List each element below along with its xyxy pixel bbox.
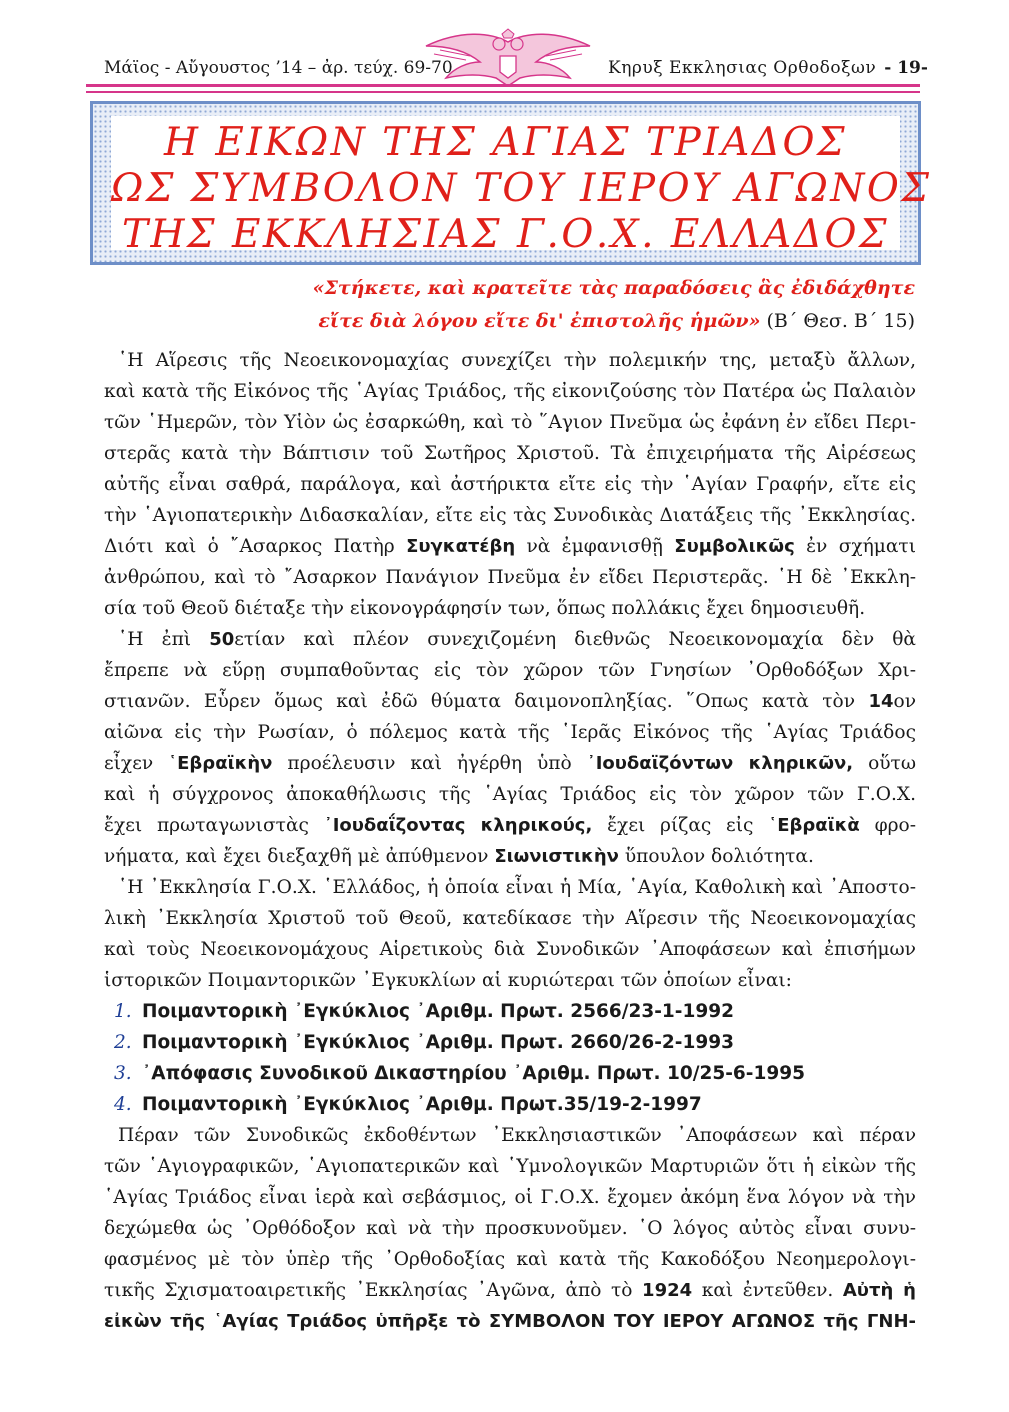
text-line: Πέραν τῶν Συνοδικῶς ἐκδοθέντων ᾿Εκκλησιαστικῶν ᾿Αποφάσεων καὶ πέραν bbox=[118, 1125, 916, 1146]
text-line: ῾Η ᾿Εκκλησία Γ.Ο.Χ. ῾Ελλάδος, ἡ ὁποία εἶναι ἡ Μία, ῾Αγία, Καθολικὴ καὶ ᾿Αποστο- bbox=[118, 877, 916, 898]
bold-run: ῾Εβραϊκὰ bbox=[768, 815, 860, 836]
text-line: ἀνθρώπου, καὶ τὸ ῎Ασαρκον Πανάγιον Πνεῦμα ἐν εἴδει Περιστερᾶς. ῾Η δὲ ᾿Εκκλη- bbox=[104, 567, 916, 588]
epigraph-line-1 bbox=[313, 277, 915, 299]
text-line: αὐτῆς εἶναι σαθρά, παράλογα, καὶ ἀστήρικτα εἴτε εἰς τὴν ῾Αγίαν Γραφήν, εἴτε εἰς bbox=[104, 474, 916, 495]
text-run: Διότι καὶ ὁ ῎Ασαρκος Πατὴρ bbox=[104, 536, 407, 557]
list-number: 1. bbox=[114, 1001, 132, 1022]
list-text: Ποιμαντορικὴ ᾿Εγκύκλιος ᾿Αριθμ. Πρωτ. 2566/23-1-1992 bbox=[142, 1001, 734, 1022]
header-rule bbox=[86, 84, 920, 87]
header-rule-thin bbox=[86, 91, 920, 93]
text-line: τῶν ῾Αγιογραφικῶν, ῾Αγιοπατερικῶν καὶ ῾Υμνολογικῶν Μαρτυριῶν ὅτι ἡ εἰκὼν τῆς bbox=[104, 1156, 916, 1177]
bold-run: Σιωνιστικὴν bbox=[494, 846, 619, 867]
text-run: ἐν σχήματι bbox=[794, 536, 917, 557]
text-line: σία τοῦ Θεοῦ διέταξε τὴν εἰκονογράφησίν των, ὅπως πολλάκις ἔχει δημοσιευθῆ. bbox=[104, 598, 866, 619]
text-line: καὶ κατὰ τῆς Εἰκόνος τῆς ῾Αγίας Τριάδος, τῆς εἰκονιζούσης τὸν Πατέρα ὡς Παλαιὸν bbox=[104, 381, 916, 402]
bold-run: ᾿Ιουδαϊζόντων κληρικῶν, bbox=[586, 753, 854, 774]
text-line: ῾Η Αἵρεσις τῆς Νεοεικονομαχίας συνεχίζει τὴν πολεμικήν της, μεταξὺ ἄλλων, bbox=[118, 350, 916, 371]
bold-run: Συγκατέβη bbox=[406, 536, 516, 557]
text-line bbox=[104, 810, 916, 841]
text-run: ἔχει ρίζας εἰς bbox=[592, 815, 769, 836]
text-line: φασμένος μὲ τὸν ὑπὲρ τῆς ᾿Ορθοδοξίας καὶ κατὰ τῆς Κακοδόξου Νεοημερολογι- bbox=[104, 1249, 916, 1270]
text-line: λικὴ ᾿Εκκλησία Χριστοῦ τοῦ Θεοῦ, κατεδίκασε τὴν Αἵρεσιν τῆς Νεοεικονομαχίας bbox=[104, 908, 916, 929]
bold-run: 14 bbox=[868, 691, 894, 712]
bold-run: ῾Εβραϊκὴν bbox=[168, 753, 273, 774]
list-text: ᾿Απόφασις Συνοδικοῦ Δικαστηρίου ᾿Αριθμ. Πρωτ. 10/25-6-1995 bbox=[142, 1063, 805, 1084]
header-issue: Μάϊος - Αὔγουστος ’14 – ἀρ. τεύχ. 69-70 bbox=[104, 58, 453, 78]
text-line: τῶν ῾Ημερῶν, τὸν Υἱὸν ὡς ἐσαρκώθη, καὶ τὸ ῞Αγιον Πνεῦμα ὡς ἐφάνη ἐν εἴδει Περι- bbox=[104, 412, 916, 433]
text-run: οὕτω bbox=[853, 753, 917, 774]
text-line: καὶ ἡ σύγχρονος ἀποκαθήλωσις τῆς ῾Αγίας Τριάδος εἰς τὸν χῶρον τῶν Γ.Ο.Χ. bbox=[104, 784, 916, 805]
list-item bbox=[114, 1089, 916, 1120]
epigraph-line-2 bbox=[318, 310, 915, 332]
journal-name: Κηρυξ Εκκλησιας Ορθοδοξων bbox=[608, 58, 877, 78]
text-run: καὶ ἐντεῦθεν. bbox=[692, 1280, 843, 1301]
title-frame bbox=[90, 101, 932, 265]
header-journal bbox=[608, 58, 928, 78]
list-number: 2. bbox=[114, 1032, 132, 1053]
text-line: ῾Αγίας Τριάδος εἶναι ἱερὰ καὶ σεβάσμιος, οἱ Γ.Ο.Χ. ἔχομεν ἀκόμη ἕνα λόγον νὰ τὴν bbox=[104, 1187, 916, 1208]
text-line: δεχώμεθα ὡς ᾿Ορθόδοξον καὶ νὰ τὴν προσκυνοῦμεν. ῾Ο λόγος αὐτὸς εἶναι συνυ- bbox=[104, 1218, 916, 1239]
page-number: - 19- bbox=[884, 58, 928, 78]
epigraph-quote-2: εἴτε διὰ λόγου εἴτε δι' ἐπιστολῆς ἡμῶν» bbox=[318, 310, 761, 332]
text-line: καὶ τοὺς Νεοεικονομάχους Αἱρετικοὺς διὰ Συνοδικῶν ᾿Αποφάσεων καὶ ἐπισήμων bbox=[104, 939, 916, 960]
text-line bbox=[104, 531, 916, 562]
list-item bbox=[114, 1027, 916, 1058]
title-panel bbox=[111, 116, 932, 257]
double-headed-eagle-icon bbox=[420, 28, 595, 92]
text-line bbox=[104, 1275, 916, 1306]
title-line-3: ΤΗΣ ΕΚΚΛΗΣΙΑΣ Γ.Ο.Χ. ΕΛΛΑΔΟΣ bbox=[121, 212, 890, 257]
text-line bbox=[104, 1306, 916, 1337]
text-line: ἱστορικῶν Ποιμαντορικῶν ᾿Εγκυκλίων αἱ κυριώτεραι τῶν ὁποίων εἶναι: bbox=[104, 970, 792, 991]
bold-run: Συμβολικῶς bbox=[674, 536, 795, 557]
text-run: προέλευσιν καὶ ἠγέρθη ὑπὸ bbox=[272, 753, 587, 774]
text-line bbox=[104, 686, 916, 717]
title-line-2: ΩΣ ΣΥΜΒΟΛΟΝ ΤΟΥ ΙΕΡΟΥ ΑΓΩΝΟΣ bbox=[111, 166, 932, 211]
bold-run: ᾿Ιουδαΐζοντας κληρικούς, bbox=[323, 815, 593, 836]
list-item bbox=[114, 996, 916, 1027]
article-body bbox=[104, 345, 916, 1337]
title-line-1: Η ΕΙΚΩΝ ΤΗΣ ΑΓΙΑΣ ΤΡΙΑΔΟΣ bbox=[163, 120, 848, 165]
text-run: εἶχεν bbox=[104, 753, 169, 774]
list-text: Ποιμαντορικὴ ᾿Εγκύκλιος ᾿Αριθμ. Πρωτ.35/19-2-1997 bbox=[142, 1094, 702, 1115]
bold-run: 1924 bbox=[642, 1280, 693, 1301]
text-run: νήματα, καὶ ἔχει διεξαχθῆ μὲ ἀπύθμενον bbox=[104, 846, 495, 867]
list-item bbox=[114, 1058, 916, 1089]
text-run: φρο- bbox=[859, 815, 916, 836]
list-number: 4. bbox=[114, 1094, 132, 1115]
epigraph-quote-1: «Στήκετε, καὶ κρατεῖτε τὰς παραδόσεις ἃς ἐδιδάχθητε bbox=[312, 277, 915, 299]
decision-list bbox=[104, 996, 916, 1120]
bold-run: 50 bbox=[209, 629, 235, 650]
text-run: ον bbox=[893, 691, 916, 712]
bold-run: εἰκὼν τῆς ῾Αγίας Τριάδος ὑπῆρξε τὸ ΣΥΜΒΟΛΟΝ ΤΟΥ ΙΕΡΟΥ ΑΓΩΝΟΣ τῆς ΓΝΗ- bbox=[104, 1311, 916, 1332]
text-line: στερᾶς κατὰ τὴν Βάπτισιν τοῦ Σωτῆρος Χριστοῦ. Τὰ ἐπιχειρήματα τῆς Αἱρέσεως bbox=[104, 443, 916, 464]
text-run: ετίαν καὶ πλέον συνεχιζομένη διεθνῶς Νεοεικονομαχία δὲν θὰ bbox=[234, 629, 916, 650]
epigraph-reference: (Β΄ Θεσ. Β΄ 15) bbox=[766, 310, 915, 332]
text-line: ἔπρεπε νὰ εὕρῃ συμπαθοῦντας εἰς τὸν χῶρον τῶν Γνησίων ᾿Ορθοδόξων Χρι- bbox=[104, 660, 916, 681]
text-run: ὕπουλον δολιότητα. bbox=[618, 846, 814, 867]
bold-run: Αὐτὴ ἡ bbox=[842, 1280, 916, 1301]
text-line: αἰῶνα εἰς τὴν Ρωσίαν, ὁ πόλεμος κατὰ τῆς ῾Ιερᾶς Εἰκόνος τῆς ῾Αγίας Τριάδος bbox=[104, 722, 916, 743]
text-line bbox=[104, 748, 916, 779]
list-number: 3. bbox=[114, 1063, 132, 1084]
text-line: τὴν ῾Αγιοπατερικὴν Διδασκαλίαν, εἴτε εἰς τὰς Συνοδικὰς Διατάξεις τῆς ᾿Εκκλησίας. bbox=[104, 505, 916, 526]
text-run: ῾Η ἐπὶ bbox=[118, 629, 210, 650]
text-line bbox=[104, 624, 916, 655]
list-text: Ποιμαντορικὴ ᾿Εγκύκλιος ᾿Αριθμ. Πρωτ. 2660/26-2-1993 bbox=[142, 1032, 734, 1053]
text-run: στιανῶν. Εὗρεν ὅμως καὶ ἐδῶ θύματα δαιμονοπληξίας. ῞Οπως κατὰ τὸν bbox=[104, 691, 869, 712]
text-run: ἔχει πρωταγωνιστὰς bbox=[104, 815, 324, 836]
text-line bbox=[104, 841, 916, 872]
text-run: τικῆς Σχισματοαιρετικῆς ᾿Εκκλησίας ᾿Αγῶνα, ἀπὸ τὸ bbox=[104, 1280, 643, 1301]
text-run: νὰ ἐμφανισθῇ bbox=[515, 536, 675, 557]
